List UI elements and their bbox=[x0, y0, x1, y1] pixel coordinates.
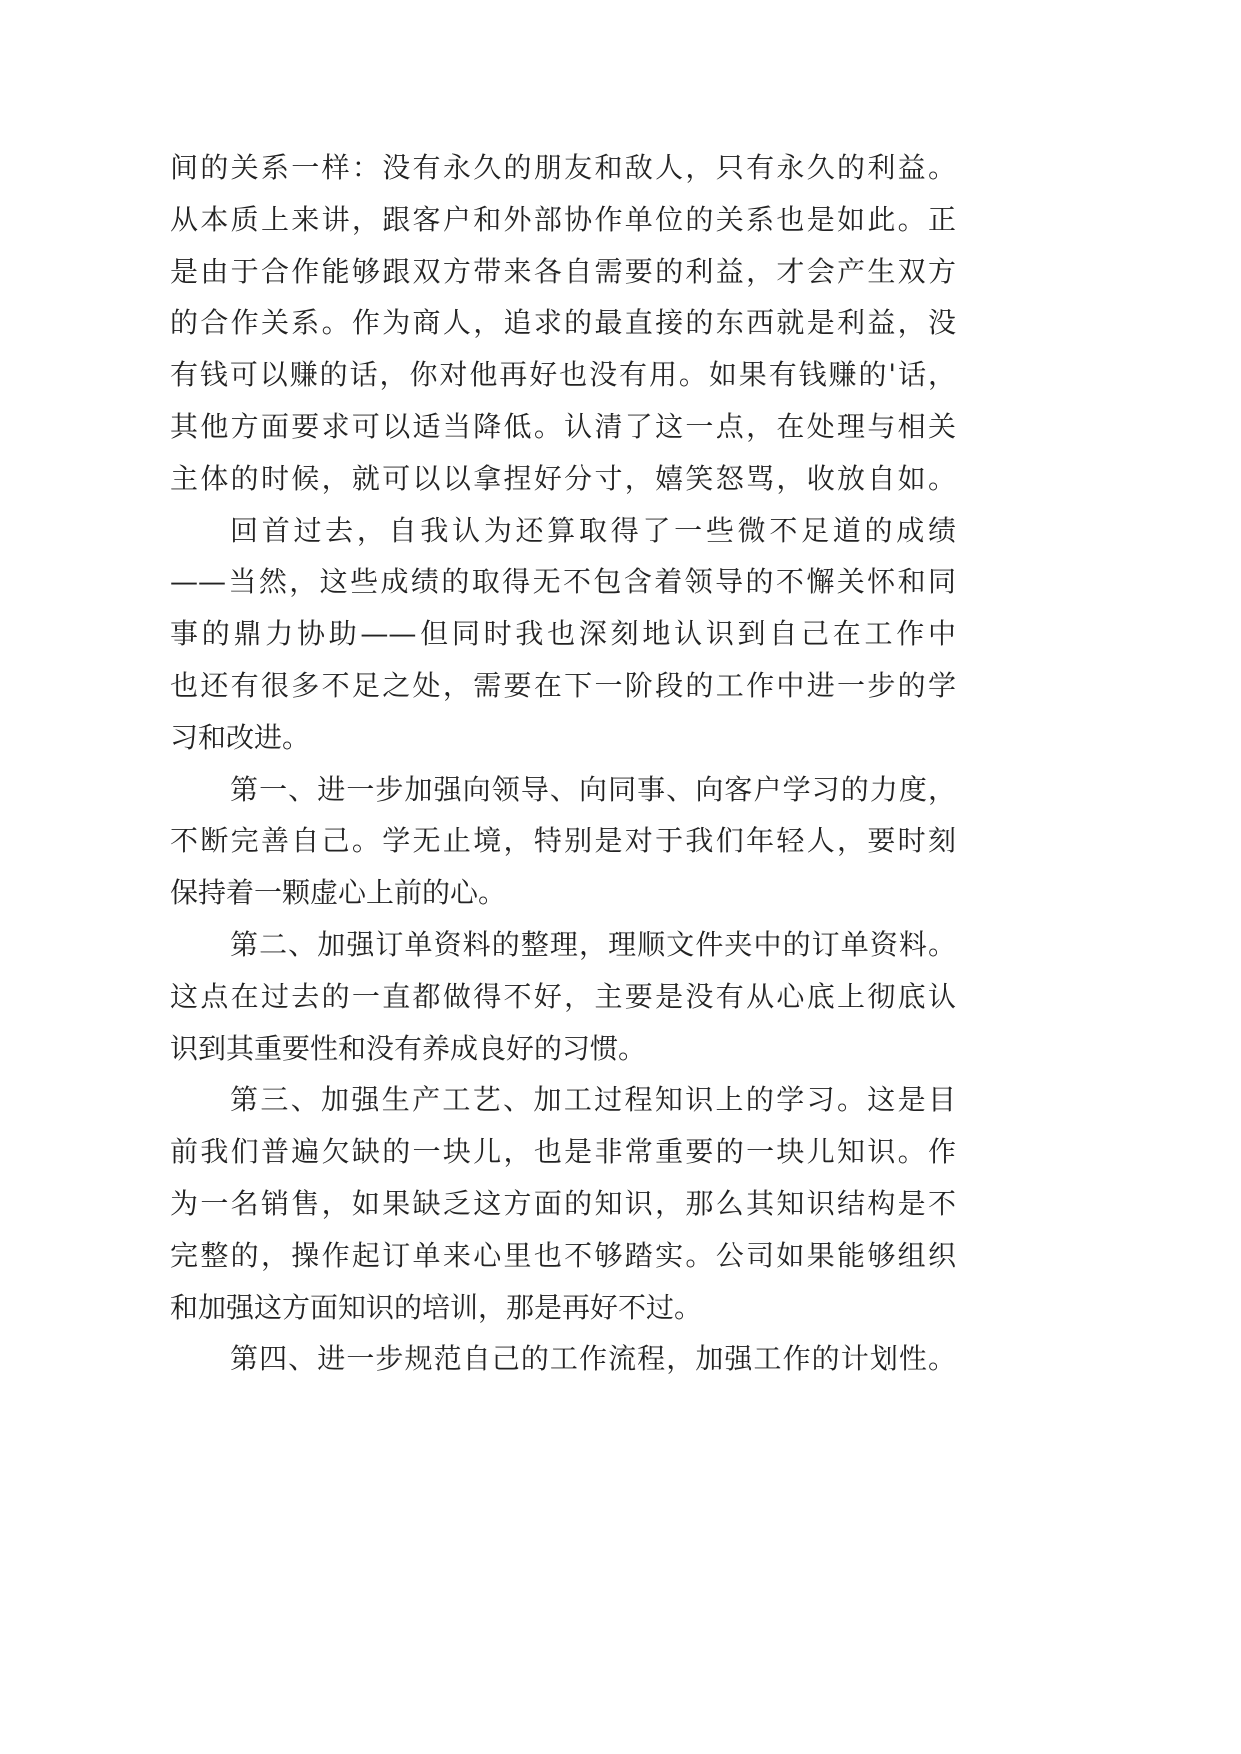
text-line: 有钱可以赚的话，你对他再好也没有用。如果有钱赚的'话， bbox=[170, 358, 956, 392]
text-line: ——当然，这些成绩的取得无不包含着领导的不懈关怀和同 bbox=[170, 565, 956, 599]
text-line: 是由于合作能够跟双方带来各自需要的利益，才会产生双方 bbox=[170, 254, 956, 288]
text-line: 识到其重要性和没有养成良好的习惯。 bbox=[170, 1031, 647, 1065]
text-line: 间的关系一样：没有永久的朋友和敌人，只有永久的利益。 bbox=[170, 151, 956, 184]
text-line: 这点在过去的一直都做得不好，主要是没有从心底上彻底认 bbox=[170, 979, 956, 1013]
text-line: 其他方面要求可以适当降低。认清了这一点，在处理与相关 bbox=[170, 409, 956, 443]
text-line: 为一名销售，如果缺乏这方面的知识，那么其知识结构是不 bbox=[170, 1186, 956, 1220]
text-line: 第三、加强生产工艺、加工过程知识上的学习。这是目 bbox=[230, 1083, 956, 1117]
text-line: 第一、进一步加强向领导、向同事、向客户学习的力度， bbox=[230, 772, 956, 806]
text-line: 第四、进一步规范自己的工作流程，加强工作的计划性。 bbox=[230, 1342, 956, 1376]
paragraph bbox=[170, 1074, 956, 1333]
paragraph bbox=[170, 1333, 956, 1385]
paragraph bbox=[170, 142, 956, 505]
text-line: 保持着一颗虚心上前的心。 bbox=[170, 876, 507, 910]
text-line: 的合作关系。作为商人，追求的最直接的东西就是利益，没 bbox=[170, 306, 956, 340]
text-line: 第二、加强订单资料的整理，理顺文件夹中的订单资料。 bbox=[230, 927, 956, 961]
text-line: 和加强这方面知识的培训，那是再好不过。 bbox=[170, 1290, 703, 1324]
paragraph bbox=[170, 764, 956, 919]
text-line: 从本质上来讲，跟客户和外部协作单位的关系也是如此。正 bbox=[170, 202, 956, 236]
text-line: 前我们普遍欠缺的一块儿，也是非常重要的一块儿知识。作 bbox=[170, 1135, 956, 1169]
text-line: 不断完善自己。学无止境，特别是对于我们年轻人，要时刻 bbox=[170, 824, 956, 858]
text-line: 主体的时候，就可以以拿捏好分寸，嬉笑怒骂，收放自如。 bbox=[170, 461, 956, 495]
paragraph bbox=[170, 505, 956, 764]
text-line: 完整的，操作起订单来心里也不够踏实。公司如果能够组织 bbox=[170, 1238, 956, 1272]
text-line: 回首过去，自我认为还算取得了一些微不足道的成绩 bbox=[230, 513, 956, 547]
text-line: 事的鼎力协助——但同时我也深刻地认识到自己在工作中 bbox=[170, 617, 956, 651]
document-body bbox=[170, 142, 956, 1385]
paragraph bbox=[170, 919, 956, 1074]
text-line: 也还有很多不足之处，需要在下一阶段的工作中进一步的学 bbox=[170, 668, 956, 702]
text-line: 习和改进。 bbox=[170, 720, 311, 754]
